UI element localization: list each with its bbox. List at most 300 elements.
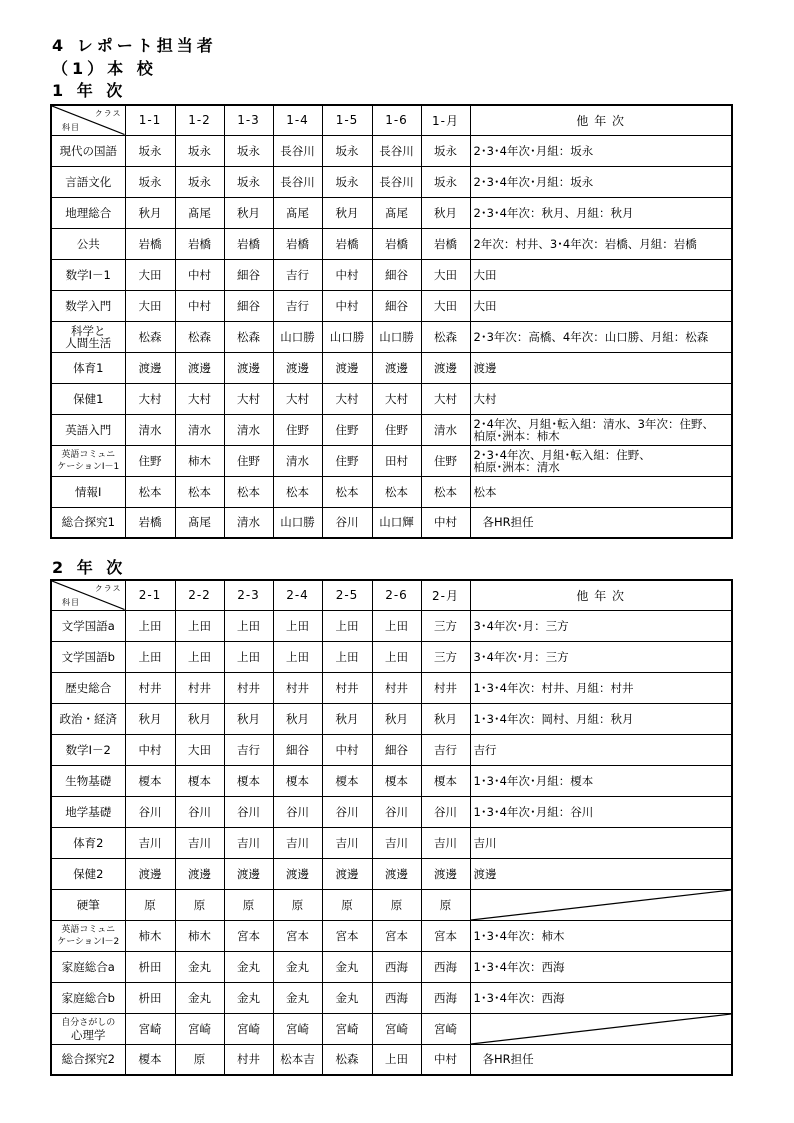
teacher-cell: 西海 (421, 982, 470, 1013)
other-grades-cell: 2･3年次：高橋、4年次：山口勝、月組：松森 (470, 321, 732, 352)
teacher-cell: 金丸 (273, 982, 322, 1013)
grade2-table (50, 579, 733, 1076)
teacher-cell: 渡邊 (175, 352, 224, 383)
teacher-cell: 柿木 (175, 920, 224, 951)
teacher-cell: 大村 (273, 383, 322, 414)
table-row (51, 1013, 732, 1044)
teacher-cell: 坂永 (322, 166, 372, 197)
teacher-cell: 岩橋 (175, 228, 224, 259)
other-grades-cell: 3･4年次･月：三方 (470, 610, 732, 641)
teacher-cell: 渡邊 (224, 352, 273, 383)
teacher-cell: 上田 (273, 641, 322, 672)
table-row (51, 920, 732, 951)
teacher-cell: 宮崎 (273, 1013, 322, 1044)
teacher-cell: 枡田 (125, 982, 175, 1013)
teacher-cell: 秋月 (322, 197, 372, 228)
teacher-cell: 細谷 (224, 259, 273, 290)
teacher-cell: 松森 (175, 321, 224, 352)
header-row (51, 105, 732, 135)
teacher-cell: 宮崎 (322, 1013, 372, 1044)
subject-cell: 体育2 (51, 827, 125, 858)
class-header: 2-3 (224, 580, 273, 610)
teacher-cell: 秋月 (125, 197, 175, 228)
teacher-cell: 秋月 (322, 703, 372, 734)
header-row (51, 580, 732, 610)
teacher-cell: 村井 (175, 672, 224, 703)
teacher-cell: 中村 (421, 507, 470, 538)
teacher-cell: 坂永 (175, 135, 224, 166)
table-row (51, 703, 732, 734)
other-grades-cell: 各HR担任 (470, 1044, 732, 1075)
subject-cell: 現代の国語 (51, 135, 125, 166)
table-row (51, 1044, 732, 1075)
subject-cell: 数学Ⅰ－1 (51, 259, 125, 290)
teacher-cell: 金丸 (224, 951, 273, 982)
teacher-cell: 山口勝 (273, 321, 322, 352)
teacher-cell: 村井 (224, 1044, 273, 1075)
teacher-cell: 大村 (421, 383, 470, 414)
teacher-cell: 谷川 (125, 796, 175, 827)
other-grades-cell (470, 889, 732, 920)
subject-cell (51, 321, 125, 352)
teacher-cell: 岩橋 (224, 228, 273, 259)
teacher-cell: 岩橋 (421, 228, 470, 259)
table-row (51, 476, 732, 507)
teacher-cell: 岩橋 (125, 228, 175, 259)
table-row (51, 672, 732, 703)
other-grades-header: 他 年 次 (470, 580, 732, 610)
teacher-cell: 原 (273, 889, 322, 920)
teacher-cell: 秋月 (421, 197, 470, 228)
subject-cell (51, 920, 125, 951)
teacher-cell: 住野 (224, 445, 273, 476)
teacher-cell: 大田 (421, 290, 470, 321)
teacher-cell: 三方 (421, 610, 470, 641)
table-row (51, 352, 732, 383)
table-row (51, 641, 732, 672)
teacher-cell: 清水 (421, 414, 470, 445)
teacher-cell: 松本 (421, 476, 470, 507)
teacher-cell: 上田 (372, 610, 421, 641)
other-grades-cell: 渡邊 (470, 858, 732, 889)
teacher-cell: 西海 (421, 951, 470, 982)
teacher-cell: 中村 (175, 259, 224, 290)
subject-cell: 情報Ⅰ (51, 476, 125, 507)
class-header: 1-1 (125, 105, 175, 135)
subject-line: 科学と (71, 323, 106, 338)
teacher-cell: 山口輝 (372, 507, 421, 538)
subject-cell: 硬筆 (51, 889, 125, 920)
class-header: 2-5 (322, 580, 372, 610)
teacher-cell: 大田 (125, 259, 175, 290)
teacher-cell: 上田 (224, 610, 273, 641)
class-header: 1-5 (322, 105, 372, 135)
teacher-cell: 坂永 (125, 135, 175, 166)
teacher-cell: 細谷 (224, 290, 273, 321)
subject-cell: 文学国語a (51, 610, 125, 641)
teacher-cell: 吉川 (372, 827, 421, 858)
class-header: 1-月 (421, 105, 470, 135)
teacher-cell: 松森 (421, 321, 470, 352)
class-header: 2-6 (372, 580, 421, 610)
subject-cell (51, 1013, 125, 1044)
teacher-cell: 金丸 (175, 951, 224, 982)
diagonal-line (471, 890, 732, 920)
teacher-cell: 原 (224, 889, 273, 920)
other-line: 柏原･洲本：清水 (473, 459, 560, 474)
teacher-cell: 宮崎 (125, 1013, 175, 1044)
teacher-cell: 上田 (322, 610, 372, 641)
other-grades-cell: 3･4年次･月：三方 (470, 641, 732, 672)
teacher-cell: 榎本 (421, 765, 470, 796)
teacher-cell: 金丸 (322, 982, 372, 1013)
table-row (51, 734, 732, 765)
teacher-cell: 田村 (372, 445, 421, 476)
subject-cell (51, 445, 125, 476)
teacher-cell: 吉川 (421, 827, 470, 858)
teacher-cell: 坂永 (322, 135, 372, 166)
teacher-cell: 大村 (175, 383, 224, 414)
teacher-cell: 渡邊 (125, 858, 175, 889)
class-header: 1-6 (372, 105, 421, 135)
teacher-cell: 村井 (372, 672, 421, 703)
table-row (51, 796, 732, 827)
teacher-cell: 清水 (224, 507, 273, 538)
teacher-cell: 渡邊 (224, 858, 273, 889)
teacher-cell: 住野 (125, 445, 175, 476)
subject-cell: 政治・経済 (51, 703, 125, 734)
subject-cell: 総合探究2 (51, 1044, 125, 1075)
teacher-cell: 大村 (125, 383, 175, 414)
teacher-cell: 上田 (224, 641, 273, 672)
teacher-cell: 大田 (175, 734, 224, 765)
teacher-cell: 中村 (125, 734, 175, 765)
teacher-cell: 金丸 (322, 951, 372, 982)
teacher-cell: 松本 (372, 476, 421, 507)
table-row (51, 858, 732, 889)
class-header: 2-4 (273, 580, 322, 610)
teacher-cell: 原 (322, 889, 372, 920)
table-row (51, 507, 732, 538)
teacher-cell: 岩橋 (273, 228, 322, 259)
teacher-cell: 秋月 (125, 703, 175, 734)
teacher-cell: 住野 (421, 445, 470, 476)
other-grades-cell: 2･3･4年次･月組：坂永 (470, 166, 732, 197)
other-grades-cell: 松本 (470, 476, 732, 507)
teacher-cell: 谷川 (372, 796, 421, 827)
class-header: 1-4 (273, 105, 322, 135)
teacher-cell: 宮本 (273, 920, 322, 951)
teacher-cell: 上田 (372, 641, 421, 672)
teacher-cell: 渡邊 (125, 352, 175, 383)
subject-cell: 数学入門 (51, 290, 125, 321)
teacher-cell: 谷川 (273, 796, 322, 827)
teacher-cell: 原 (175, 1044, 224, 1075)
other-grades-cell: 1･3･4年次：村井、月組：村井 (470, 672, 732, 703)
teacher-cell: 長谷川 (372, 166, 421, 197)
teacher-cell: 中村 (322, 259, 372, 290)
teacher-cell: 谷川 (175, 796, 224, 827)
teacher-cell: 原 (372, 889, 421, 920)
teacher-cell: 金丸 (224, 982, 273, 1013)
teacher-cell: 細谷 (372, 734, 421, 765)
teacher-cell: 岩橋 (322, 228, 372, 259)
teacher-cell: 上田 (372, 1044, 421, 1075)
other-grades-cell: 1･3･4年次：西海 (470, 982, 732, 1013)
teacher-cell: 中村 (421, 1044, 470, 1075)
teacher-cell: 榎本 (175, 765, 224, 796)
teacher-cell: 秋月 (372, 703, 421, 734)
corner-class-label: クラス (94, 584, 122, 593)
teacher-cell: 村井 (125, 672, 175, 703)
subject-cell: 地理総合 (51, 197, 125, 228)
page-title: 4 レポート担当者 (52, 36, 217, 55)
teacher-cell: 住野 (273, 414, 322, 445)
teacher-cell: 松本 (175, 476, 224, 507)
other-grades-cell: 1･3･4年次：柿木 (470, 920, 732, 951)
teacher-cell: 吉川 (322, 827, 372, 858)
teacher-cell: 中村 (175, 290, 224, 321)
teacher-cell: 渡邊 (421, 352, 470, 383)
subject-cell: 公共 (51, 228, 125, 259)
other-grades-cell: 1･3･4年次･月組：谷川 (470, 796, 732, 827)
teacher-cell: 吉川 (224, 827, 273, 858)
subject-cell: 言語文化 (51, 166, 125, 197)
teacher-cell: 住野 (372, 414, 421, 445)
table-row (51, 982, 732, 1013)
subject-cell: 家庭総合a (51, 951, 125, 982)
teacher-cell: 岩橋 (125, 507, 175, 538)
other-grades-cell: 1･3･4年次･月組：榎本 (470, 765, 732, 796)
teacher-cell: 坂永 (421, 135, 470, 166)
teacher-cell: 村井 (322, 672, 372, 703)
teacher-cell: 渡邊 (421, 858, 470, 889)
corner-class-label: クラス (94, 109, 122, 118)
table-row (51, 197, 732, 228)
other-grades-cell: 2年次：村井、3･4年次：岩橋、月組：岩橋 (470, 228, 732, 259)
subject-line: 人間生活 (65, 335, 112, 350)
teacher-cell: 吉行 (273, 259, 322, 290)
teacher-cell: 吉行 (421, 734, 470, 765)
other-grades-cell: 各HR担任 (470, 507, 732, 538)
other-grades-cell: 渡邊 (470, 352, 732, 383)
teacher-cell: 清水 (273, 445, 322, 476)
table-row (51, 228, 732, 259)
teacher-cell: 西海 (372, 982, 421, 1013)
teacher-cell: 松森 (322, 1044, 372, 1075)
teacher-cell: 清水 (175, 414, 224, 445)
subject-cell: 数学Ⅰ－2 (51, 734, 125, 765)
teacher-cell: 中村 (322, 290, 372, 321)
teacher-cell: 岩橋 (372, 228, 421, 259)
other-grades-cell (470, 1013, 732, 1044)
teacher-cell: 松本 (125, 476, 175, 507)
table-row (51, 889, 732, 920)
teacher-cell: 長谷川 (273, 135, 322, 166)
teacher-cell: 宮本 (322, 920, 372, 951)
class-header: 1-2 (175, 105, 224, 135)
table-row (51, 290, 732, 321)
teacher-cell: 村井 (273, 672, 322, 703)
table-row (51, 321, 732, 352)
other-line: 2･4年次、月組･転入組：清水、3年次：住野、 (473, 416, 714, 431)
teacher-cell: 金丸 (273, 951, 322, 982)
teacher-cell: 松本吉 (273, 1044, 322, 1075)
teacher-cell: 細谷 (372, 259, 421, 290)
table-row (51, 414, 732, 445)
class-header: 2-2 (175, 580, 224, 610)
teacher-cell: 山口勝 (322, 321, 372, 352)
other-grades-header: 他 年 次 (470, 105, 732, 135)
table-row (51, 827, 732, 858)
teacher-cell: 上田 (273, 610, 322, 641)
teacher-cell: 坂永 (421, 166, 470, 197)
teacher-cell: 榎本 (125, 1044, 175, 1075)
teacher-cell: 渡邊 (372, 352, 421, 383)
teacher-cell: 榎本 (322, 765, 372, 796)
teacher-cell: 細谷 (372, 290, 421, 321)
teacher-cell: 大村 (322, 383, 372, 414)
grade2-heading: 2 年 次 (52, 558, 127, 577)
teacher-cell: 吉行 (273, 290, 322, 321)
teacher-cell: 坂永 (125, 166, 175, 197)
other-grades-cell: 1･3･4年次：西海 (470, 951, 732, 982)
teacher-cell: 渡邊 (372, 858, 421, 889)
teacher-cell: 大田 (421, 259, 470, 290)
teacher-cell: 榎本 (224, 765, 273, 796)
teacher-cell: 住野 (322, 445, 372, 476)
teacher-cell: 金丸 (175, 982, 224, 1013)
table-row (51, 765, 732, 796)
teacher-cell: 大村 (224, 383, 273, 414)
subject-cell: 保健2 (51, 858, 125, 889)
teacher-cell: 榎本 (273, 765, 322, 796)
teacher-cell: 柿木 (175, 445, 224, 476)
teacher-cell: 上田 (175, 641, 224, 672)
teacher-cell: 榎本 (125, 765, 175, 796)
teacher-cell: 枡田 (125, 951, 175, 982)
teacher-cell: 上田 (125, 641, 175, 672)
teacher-cell: 秋月 (224, 703, 273, 734)
teacher-cell: 長谷川 (372, 135, 421, 166)
teacher-cell: 坂永 (175, 166, 224, 197)
grade1-table (50, 104, 733, 539)
other-grades-cell (470, 445, 732, 476)
table-row (51, 383, 732, 414)
other-grades-cell: 吉川 (470, 827, 732, 858)
table-row (51, 259, 732, 290)
other-line: 柏原･洲本：柿木 (473, 428, 560, 443)
subject-line: ケーションⅠ－2 (57, 936, 120, 947)
teacher-cell: 榎本 (372, 765, 421, 796)
corner-cell (51, 105, 125, 135)
corner-subject-label: 科目 (62, 597, 80, 607)
subject-cell: 総合探究1 (51, 507, 125, 538)
teacher-cell: 坂永 (224, 166, 273, 197)
other-grades-cell: 2･3･4年次：秋月、月組：秋月 (470, 197, 732, 228)
table-row (51, 135, 732, 166)
teacher-cell: 松本 (273, 476, 322, 507)
teacher-cell: 吉川 (175, 827, 224, 858)
teacher-cell: 原 (125, 889, 175, 920)
teacher-cell: 山口勝 (273, 507, 322, 538)
teacher-cell: 髙尾 (273, 197, 322, 228)
corner-cell (51, 580, 125, 610)
teacher-cell: 中村 (322, 734, 372, 765)
teacher-cell: 髙尾 (175, 197, 224, 228)
teacher-cell: 上田 (175, 610, 224, 641)
teacher-cell: 谷川 (224, 796, 273, 827)
subject-cell: 体育1 (51, 352, 125, 383)
teacher-cell: 坂永 (224, 135, 273, 166)
teacher-cell: 宮崎 (224, 1013, 273, 1044)
subject-cell: 地学基礎 (51, 796, 125, 827)
teacher-cell: 秋月 (175, 703, 224, 734)
teacher-cell: 原 (175, 889, 224, 920)
subject-line: 自分さがしの (61, 1017, 116, 1028)
teacher-cell: 大村 (372, 383, 421, 414)
teacher-cell: 吉川 (125, 827, 175, 858)
other-line: 2･3･4年次、月組･転入組：住野、 (473, 447, 651, 462)
teacher-cell: 秋月 (421, 703, 470, 734)
teacher-cell: 上田 (322, 641, 372, 672)
teacher-cell: 谷川 (421, 796, 470, 827)
teacher-cell: 秋月 (224, 197, 273, 228)
teacher-cell: 秋月 (273, 703, 322, 734)
teacher-cell: 宮崎 (175, 1013, 224, 1044)
subject-line: 心理学 (71, 1027, 106, 1042)
table-row (51, 610, 732, 641)
grade1-heading: 1 年 次 (52, 81, 127, 100)
other-grades-cell: 2･3･4年次･月組：坂永 (470, 135, 732, 166)
teacher-cell: 宮崎 (372, 1013, 421, 1044)
class-header: 1-3 (224, 105, 273, 135)
teacher-cell: 原 (421, 889, 470, 920)
subject-cell: 歴史総合 (51, 672, 125, 703)
teacher-cell: 柿木 (125, 920, 175, 951)
subject-cell: 生物基礎 (51, 765, 125, 796)
other-grades-cell (470, 414, 732, 445)
teacher-cell: 村井 (421, 672, 470, 703)
table-row (51, 951, 732, 982)
teacher-cell: 宮本 (372, 920, 421, 951)
teacher-cell: 三方 (421, 641, 470, 672)
other-grades-cell: 吉行 (470, 734, 732, 765)
teacher-cell: 宮本 (224, 920, 273, 951)
class-header: 2-1 (125, 580, 175, 610)
class-header: 2-月 (421, 580, 470, 610)
page-subtitle: （1）本 校 (52, 59, 157, 78)
other-grades-cell: 大田 (470, 259, 732, 290)
teacher-cell: 吉川 (273, 827, 322, 858)
teacher-cell: 宮本 (421, 920, 470, 951)
subject-cell: 文学国語b (51, 641, 125, 672)
teacher-cell: 谷川 (322, 796, 372, 827)
teacher-cell: 清水 (224, 414, 273, 445)
teacher-cell: 細谷 (273, 734, 322, 765)
subject-cell: 英語入門 (51, 414, 125, 445)
teacher-cell: 松森 (125, 321, 175, 352)
subject-cell: 家庭総合b (51, 982, 125, 1013)
subject-line: 英語コミュニ (61, 924, 116, 935)
diagonal-line (471, 1014, 732, 1044)
teacher-cell: 住野 (322, 414, 372, 445)
teacher-cell: 清水 (125, 414, 175, 445)
teacher-cell: 渡邊 (273, 858, 322, 889)
other-grades-cell: 大村 (470, 383, 732, 414)
teacher-cell: 宮崎 (421, 1013, 470, 1044)
teacher-cell: 吉行 (224, 734, 273, 765)
